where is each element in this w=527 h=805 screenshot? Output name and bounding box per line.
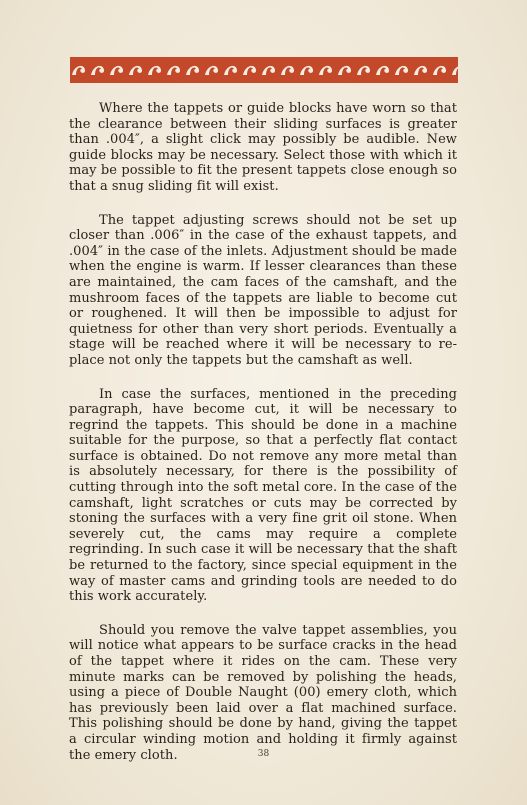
paragraph-3: In case the surfaces, mentioned in the preceding paragraph, have become cut, it will be necessary to regrind the tappets. This should be done in a machine suitable for the purpose, so that a perfectly flat contact surface is obtained. Do not remove any more metal than is absolutely necessary, for there is the possibility of cutting through into the soft metal core. In the case of the camshaft, light scratches or cuts may be corrected by stoning the surfaces with a very fine grit oil stone. When severely cut, the cams may require a complete regrinding. In such case it will be necessary that the shaft be returned to the factory, since special equipment in the way of master cams and grinding tools are needed to do this work accurately. (69, 386, 457, 605)
paragraph-1: Where the tappets or guide blocks have worn so that the clearance between their sliding surfaces is greater than .004″, a slight click may possibly be audible. New guide blocks may be necessary. Select those with which it may be possible to fit the present tappets close enough so that a snug sliding fit will exist. (69, 101, 457, 194)
body-text (69, 101, 457, 781)
page-number: 38 (257, 749, 270, 759)
paragraph-4: Should you remove the valve tappet assemblies, you will notice what appears to be surface cracks in the head of the tappet where it rides on the cam. These very minute marks can be removed by polishing the heads, using a piece of Double Naught (00) emery cloth, which has previously been laid over a flat machined surface. This polishing should be done by hand, giving the tappet a circular winding motion and holding it firmly against the emery cloth. (69, 622, 457, 763)
wave-ornament-icon (70, 59, 458, 81)
paragraph-2: The tappet adjusting screws should not be set up closer than .006″ in the case of the exhaust tappets, and .004″ in the case of the inlets. Adjustment should be made when the engine is warm. If lesser clearances than these are maintained, the cam faces of the camshaft, and the mushroom faces of the tappets are liable to become cut or roughened. It will then be impossible to adjust for quietness for other than very short periods. Eventually a stage will be reached where it will be necessary to replace not only the tappets but the camshaft as well. (69, 212, 457, 368)
decorative-wave-border (70, 57, 458, 83)
